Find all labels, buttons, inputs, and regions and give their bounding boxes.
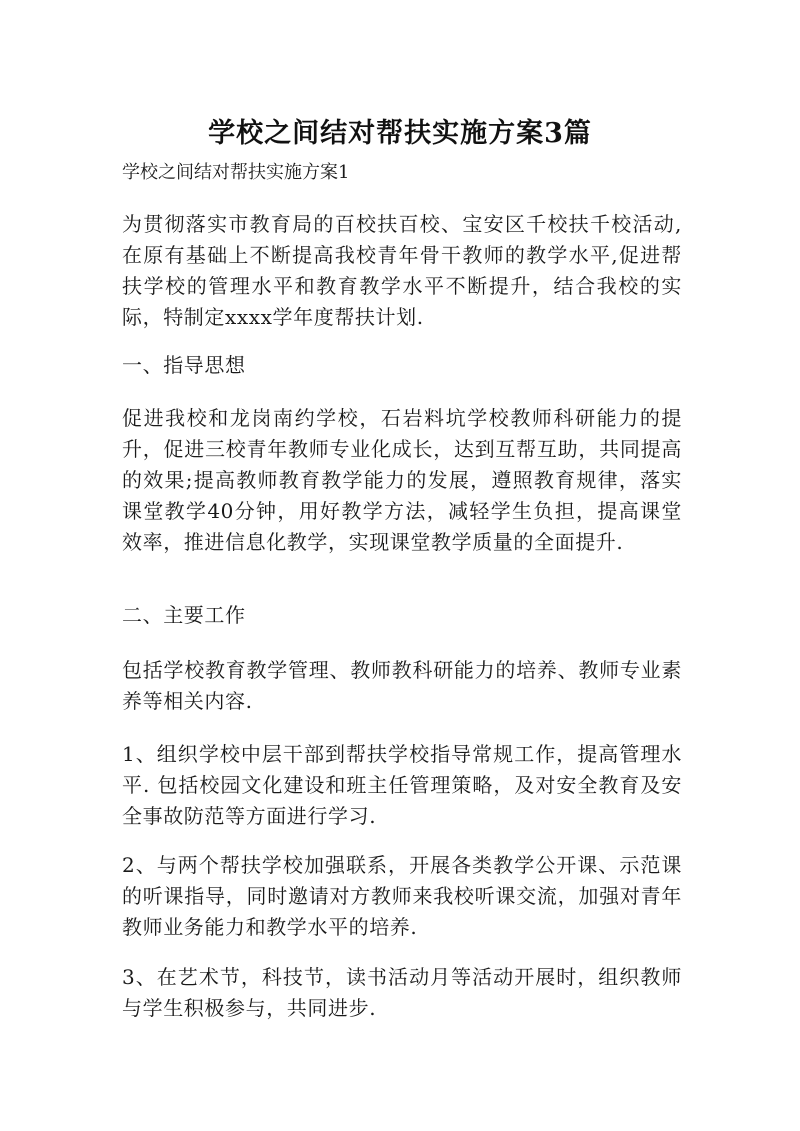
document-subtitle: 学校之间结对帮扶实施方案1 <box>122 162 350 183</box>
main-work-intro-paragraph: 包括学校教育教学管理、教师教科研能力的培养、教师专业素养等相关内容. <box>122 658 682 713</box>
intro-paragraph: 为贯彻落实市教育局的百校扶百校、宝安区千校扶千校活动,在原有基础上不断提高我校青年骨干教师的教学水平,促进帮扶学校的管理水平和教育教学水平不断提升，结合我校的实际，特制定xxxx学年度帮扶计划. <box>122 212 682 329</box>
work-item-2: 2、与两个帮扶学校加强联系，开展各类教学公开课、示范课的听课指导，同时邀请对方教师来我校听课交流，加强对青年教师业务能力和教学水平的培养. <box>122 853 682 939</box>
work-item-3: 3、在艺术节，科技节，读书活动月等活动开展时，组织教师与学生积极参与，共同进步. <box>122 965 682 1020</box>
section-heading-main-work: 二、主要工作 <box>122 603 246 627</box>
section-heading-guiding-thought: 一、指导思想 <box>122 353 246 377</box>
document-title: 学校之间结对帮扶实施方案3篇 <box>208 118 592 149</box>
work-item-1: 1、组织学校中层干部到帮扶学校指导常规工作，提高管理水平. 包括校园文化建设和班主任管理策略，及对安全教育及安全事故防范等方面进行学习. <box>122 742 682 828</box>
guiding-thought-paragraph: 促进我校和龙岗南约学校，石岩料坑学校教师科研能力的提升，促进三校青年教师专业化成长，达到互帮互助，共同提高的效果;提高教师教育教学能力的发展，遵照教育规律，落实课堂教学40分钟，用好教学方法，减轻学生负担，提高课堂效率，推进信息化教学，实现课堂教学质量的全面提升. <box>122 406 682 554</box>
